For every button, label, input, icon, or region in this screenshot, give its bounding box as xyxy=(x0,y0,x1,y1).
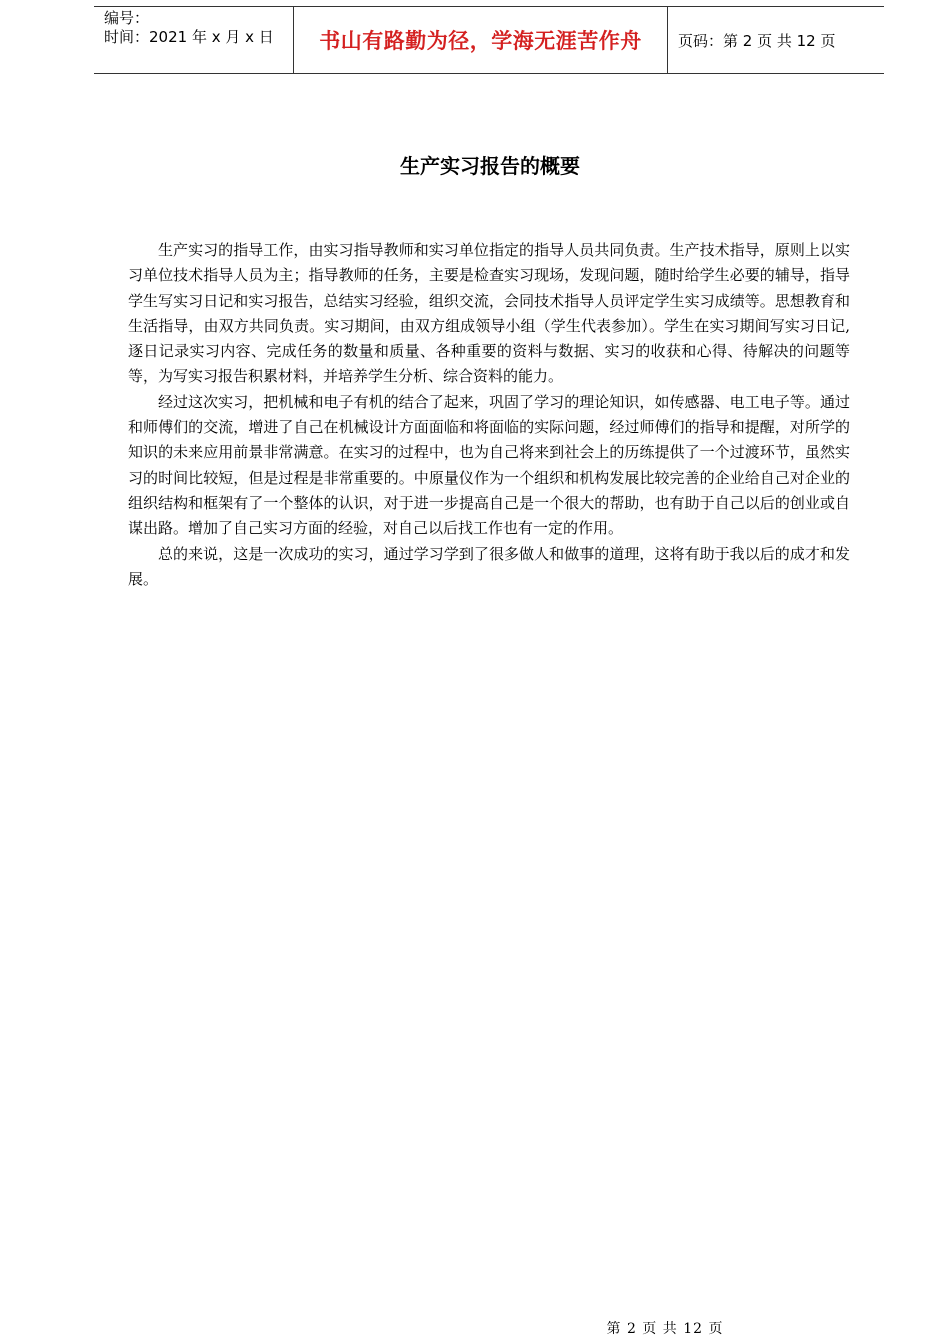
header-motto: 书山有路勤为径，学海无涯苦作舟 xyxy=(294,7,668,73)
document-number-label: 编号： xyxy=(104,9,150,27)
header-page-info: 页码：第 2 页 共 12 页 xyxy=(678,31,836,50)
header-meta xyxy=(94,7,294,73)
document-body xyxy=(128,238,850,592)
document-title: 生产实习报告的概要 xyxy=(400,154,580,178)
page-footer: 第 2 页 共 12 页 xyxy=(606,1321,724,1337)
paragraph: 生产实习的指导工作，由实习指导教师和实习单位指定的指导人员共同负责。生产技术指导，原则上以实习单位技术指导人员为主；指导教师的任务，主要是检查实习现场，发现问题，随时给学生必要的辅导，指导学生写实习日记和实习报告，总结实习经验，组织交流，会同技术指导人员评定学生实习成绩等。思想教育和生活指导，由双方共同负责。实习期间，由双方组成领导小组（学生代表参加）。学生在实习期间写实习日记,逐日记录实习内容、完成任务的数量和质量、各种重要的资料与数据、实习的收获和心得、待解决的问题等等，为写实习报告积累材料，并培养学生分析、综合资料的能力。 xyxy=(128,241,850,386)
paragraph: 经过这次实习，把机械和电子有机的结合了起来，巩固了学习的理论知识，如传感器、电工电子等。通过和师傅们的交流，增进了自己在机械设计方面面临和将面临的实际问题，经过师傅们的指导和提醒，对所学的知识的未来应用前景非常满意。在实习的过程中，也为自己将来到社会上的历练提供了一个过渡环节，虽然实习的时间比较短，但是过程是非常重要的。中原量仪作为一个组织和机构发展比较完善的企业给自己对企业的组织结构和框架有了一个整体的认识，对于进一步提高自己是一个很大的帮助，也有助于自己以后的创业或自谋出路。增加了自己实习方面的经验，对自己以后找工作也有一定的作用。 xyxy=(128,392,850,538)
page-header xyxy=(94,6,884,74)
document-time: 时间：2021 年 x 月 x 日 xyxy=(104,28,274,46)
paragraph: 总的来说，这是一次成功的实习，通过学习学到了很多做人和做事的道理，这将有助于我以后的成才和发展。 xyxy=(128,544,850,588)
